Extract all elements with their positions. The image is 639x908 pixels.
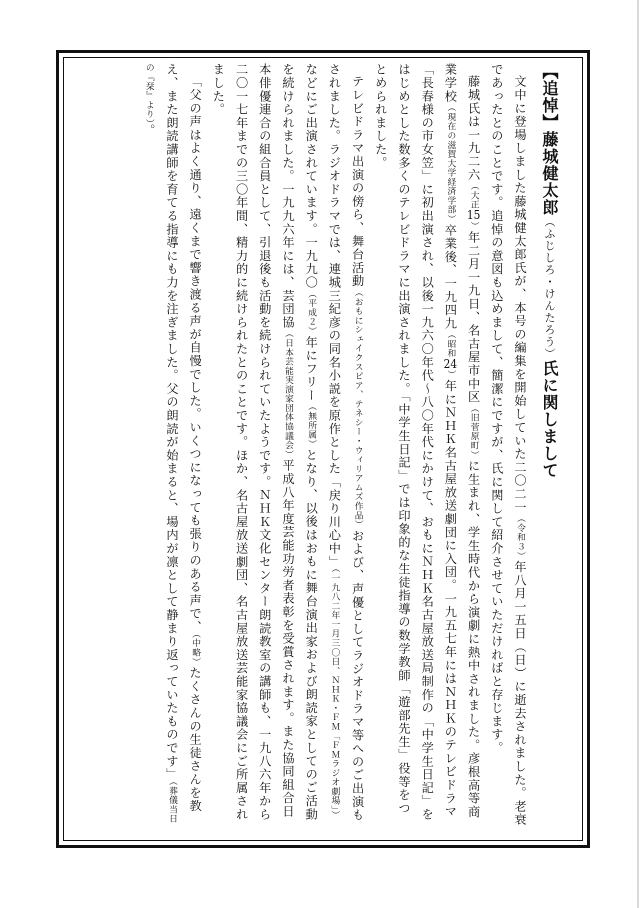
school-note: （現在の滋賀大学経済学部） [445,102,456,224]
text-run: 年にフリー [304,335,319,403]
era-note: （大正 [468,181,479,210]
affiliation-note: （無所属） [306,402,317,449]
article-heading [531,63,567,827]
text-run: 年二月一九日、名古屋市中区 [466,230,481,404]
text-run: 。 [141,123,156,137]
era-note: （平成２） [306,289,317,336]
works-note: （おもにシェイクスピア、テネシー・ウィリアムズ作品） [352,288,363,530]
omission-note: （中略） [190,633,201,667]
heading-suffix: 氏に関しまして [540,360,559,479]
person-name: 藤城健太郎 [540,131,559,216]
era-year: 24 [443,357,458,370]
text-run: 「父の声はよく通り、遠くまで響き渡る声が自慢でした。いくつになっても張りのある声で、 [188,75,203,634]
memorial-tag: 【追悼】 [540,63,559,131]
era-note: （令和３） [515,514,525,561]
broadcast-note: （一九八二年一月三〇日、ＮＨＫ・ＦＭ「ＦＭラジオ劇場」） [329,568,340,820]
text-run: たくさんの生徒さんを教え、また朗読講師を育てる指導にも力を注ぎました。父の朗読が始まると、場内が凛として静まり返っていたものです」 [164,63,203,813]
source-note: （葬儀当日の『栞』より） [143,63,177,824]
text-run: テレビドラマ出演の傍ら、舞台活動 [350,75,365,288]
place-note: （旧菅原町） [468,403,479,460]
era-year: 15 [466,209,481,222]
article-frame [56,50,590,848]
text-run: などにご出演されています。一九九〇 [304,63,319,290]
text-run: および、声優としてラジオドラマ等へのご出演もされました。ラジオドラマでは、連城三紀彦の同名小説を原作とした「戻り川心中」 [327,63,365,822]
text-run: 卒業後、一九四九 [443,223,458,330]
text-run: 藤城氏は一九二六 [466,75,481,182]
paragraph-biography [369,63,485,827]
text-run: 文中に登場しました藤城健太郎氏が、本号の編集を開始していた二〇二一 [513,75,527,515]
organization-note: （日本芸能実演家団体協議会） [282,329,293,459]
paragraph-career [206,63,368,827]
text-run: 年にＮＨＫ名古屋放送劇団に入団。一九五七年にはＮＨＫのテレビドラマ「長春様の市女笠」に初出演され、以後一九六〇年代〜八〇年代にかけて、おもにＮＨＫ名古屋放送局制作の「中学生日記」をはじめとした数多くのテレビドラマに出演されました。「中学生日記」では印象的な生徒指導の数学教師「遊部先生」役等をつとめられました。 [373,63,458,822]
era-note: ） [468,221,479,231]
memorial-article [75,63,567,827]
text-run: 年八月一五日（日）に逝去されました。老衰であったとのことです。追悼の意図も込めまして、簡潔にですが、氏に関して紹介させていただければと存じます。 [489,63,527,827]
era-note: ） [445,370,456,380]
text-run: となり、以後はおもに舞台演出家および朗読家としてのご活動を続けられました。一九九六年には、芸団協 [280,63,319,821]
name-reading: （ふじしろ・けんたろう） [543,216,556,360]
era-note: （昭和 [445,329,456,358]
text-run: 平成八年度芸能功労者表彰を受賞されます。また協同組合日本俳優連合の組合員として、引退後も活動を続けられていたようです。ＮＨＫ文化センター朗読教室の講師も、一九八六年から二〇一七年までの三〇年間、精力的に続けられたとのことです。ほか、名古屋放送劇団、名古屋放送芸能家協議会にご所属されました。 [211,63,295,822]
text-run: に生まれ、学生時代から演劇に熱中されました。彦根高等商業学校 [443,63,481,819]
paragraph-intro [485,63,531,827]
paragraph-quote [137,63,207,827]
